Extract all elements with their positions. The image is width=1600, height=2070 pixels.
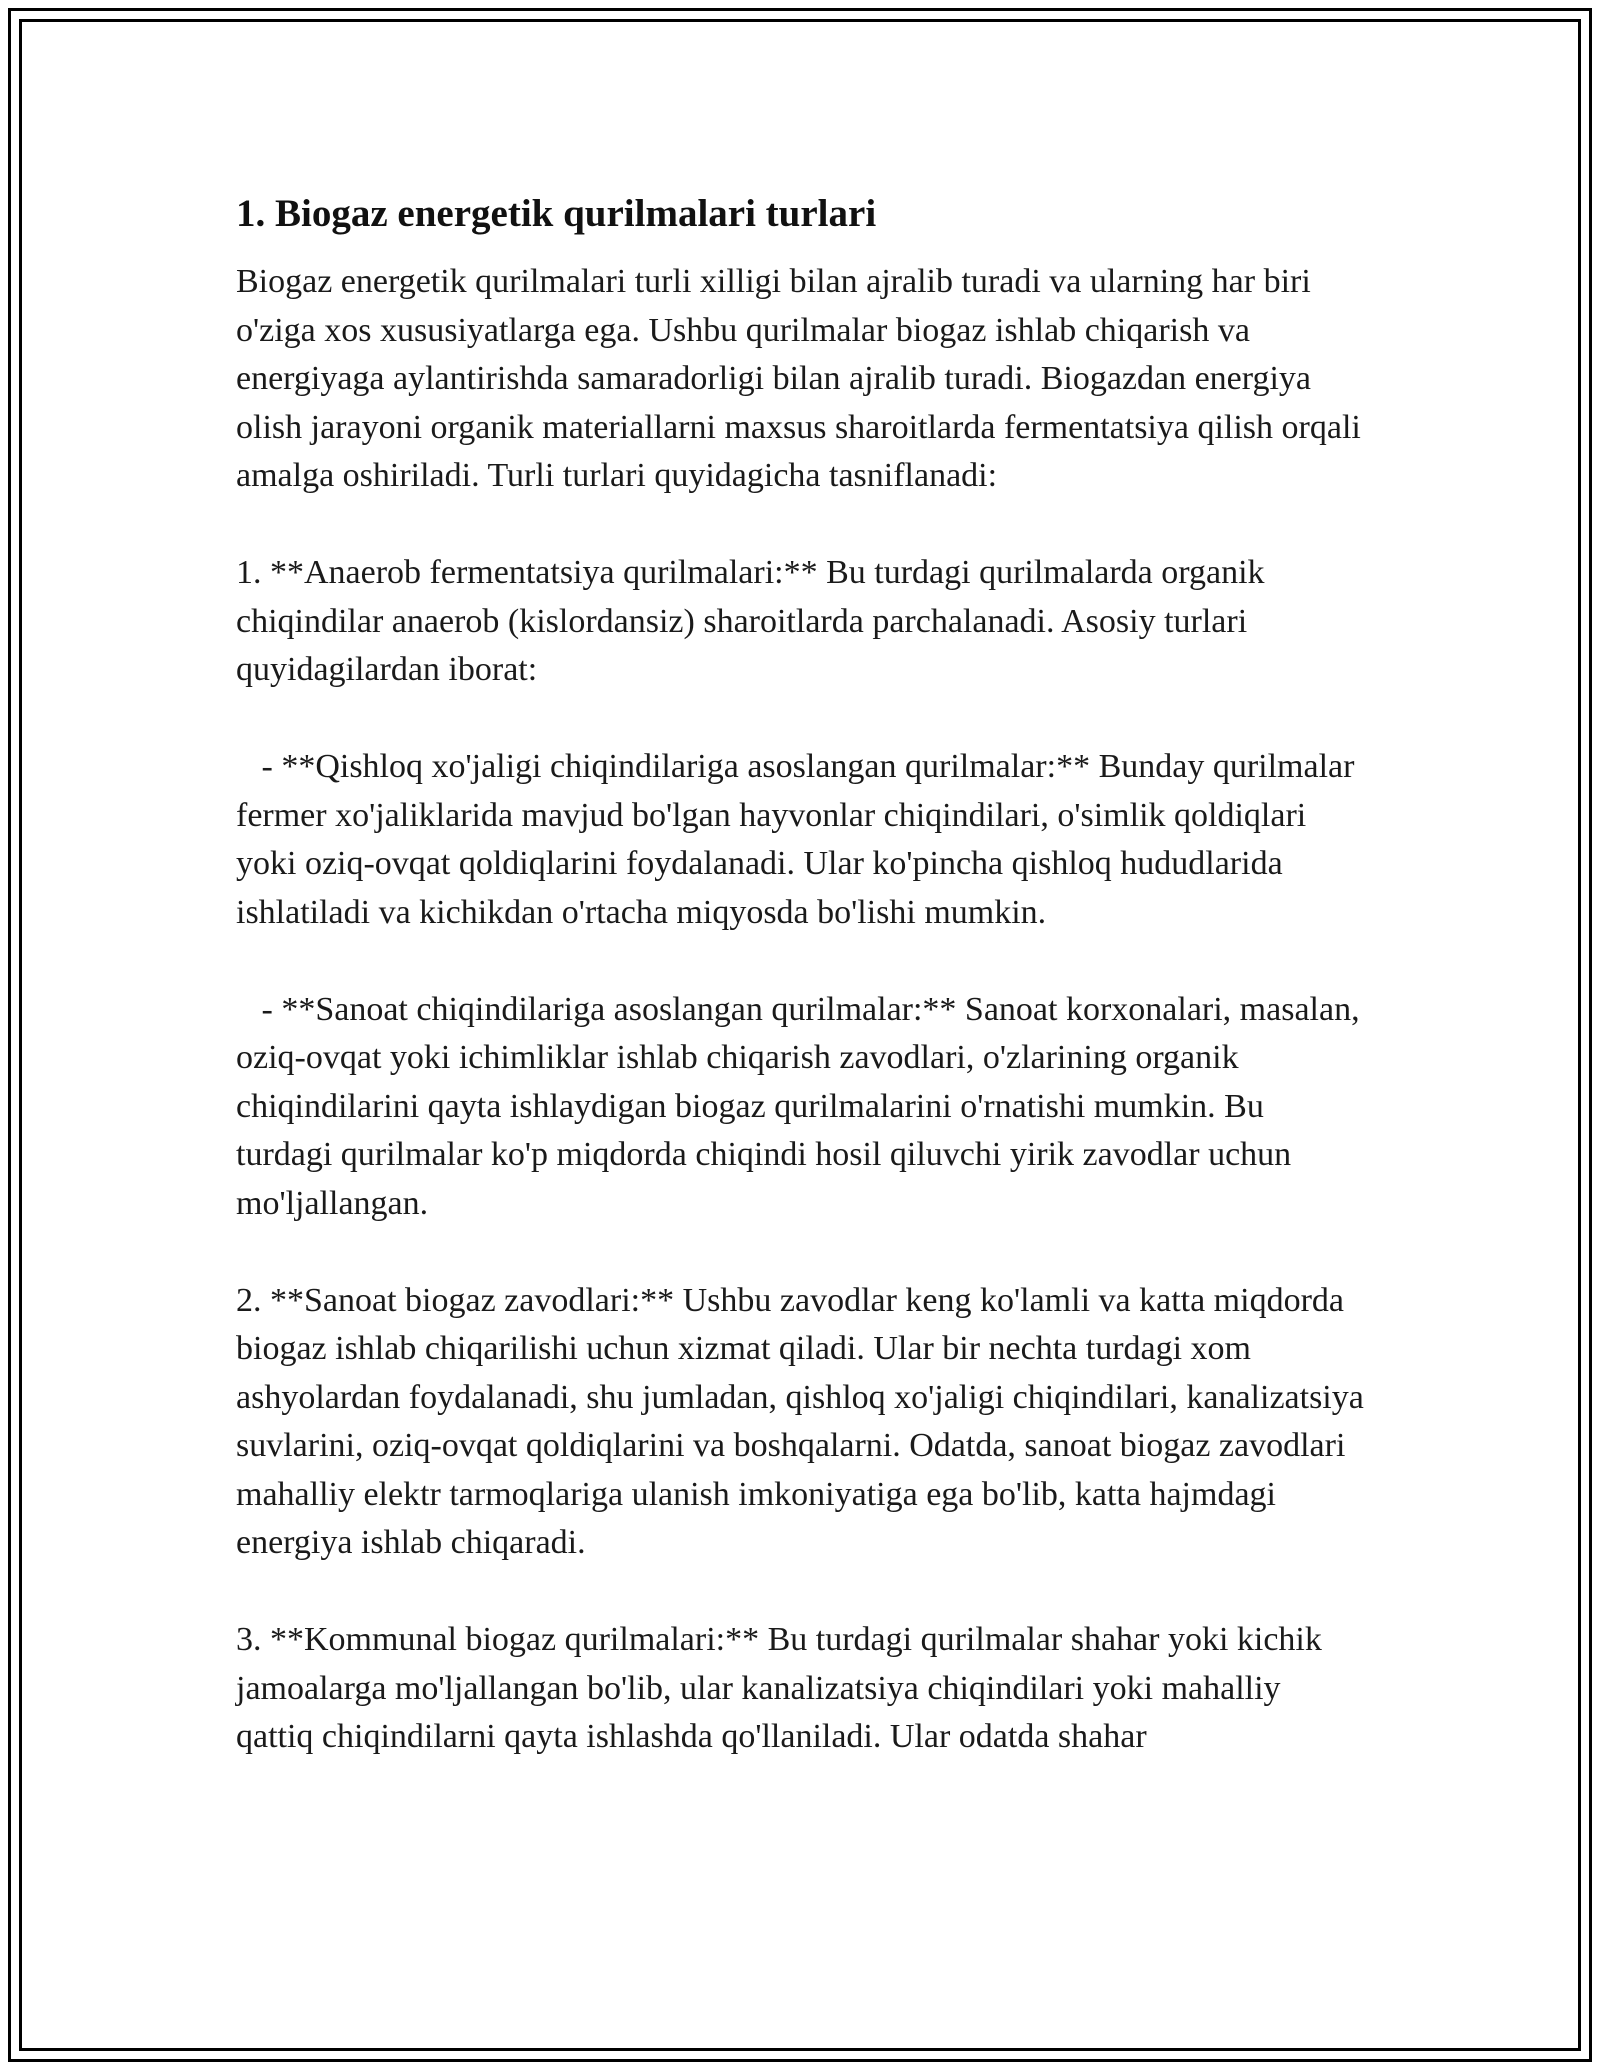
document-title: 1. Biogaz energetik qurilmalari turlari xyxy=(236,192,877,235)
document-body: Biogaz energetik qurilmalari turli xilligi bilan ajralib turadi va ularning har biri o'ziga xos xususiyatlarga ega. Ushbu qurilmalar biogaz ishlab chiqarish va energiyaga aylantirishda samaradorligi bilan ajralib turadi. Biogazdan energiya olish jarayoni organik materiallarni maxsus sharoitlarda fermentatsiya qilish orqali amalga oshiriladi. Turli turlari quyidagicha tasniflanadi: 1. **Anaerob fermentatsiya qurilmalari:** Bu turdagi qurilmalarda organik chiqindilar anaerob (kislordansiz) sharoitlarda parchalanadi. Asosiy turlari quyidagilardan iborat: - **Qishloq xo'jaligi chiqindilariga asoslangan qurilmalar:** Bunday qurilmalar fermer xo'jaliklarida mavjud bo'lgan hayvonlar chiqindilari, o'simlik qoldiqlari yoki oziq-ovqat qoldiqlarini foydalanadi. Ular ko'pincha qishloq hududlarida ishlatiladi va kichikdan o'rtacha miqyosda bo'lishi mumkin. - **Sanoat chiqindilariga asoslangan qurilmalar:** Sanoat korxonalari, masalan, oziq-ovqat yoki ichimliklar ishlab chiqarish zavodlari, o'zlarining organik chiqindilarini qayta ishlaydigan biogaz qurilmalarini o'rnatishi mumkin. Bu turdagi qurilmalar ko'p miqdorda chiqindi hosil qiluvchi yirik zavodlar uchun mo'ljallangan. 2. **Sanoat biogaz zavodlari:** Ushbu zavodlar keng ko'lamli va katta miqdorda biogaz ishlab chiqarilishi uchun xizmat qiladi. Ular bir nechta turdagi xom ashyolardan foydalanadi, shu jumladan, qishloq xo'jaligi chiqindilari, kanalizatsiya suvlarini, oziq-ovqat qoldiqlarini va boshqalarni. Odatda, sanoat biogaz zavodlari mahalliy elektr tarmoqlariga ulanish imkoniyatiga ega bo'lib, katta hajmdagi energiya ishlab chiqaradi. 3. **Kommunal biogaz qurilmalari:** Bu turdagi qurilmalar shahar yoki kichik jamoalarga mo'ljallangan bo'lib, ular kanalizatsiya chiqindilari yoki mahalliy qattiq chiqindilarni qayta ishlashda qo'llaniladi. Ular odatda shahar xyxy=(236,263,1364,1755)
document-content xyxy=(236,180,1366,1762)
